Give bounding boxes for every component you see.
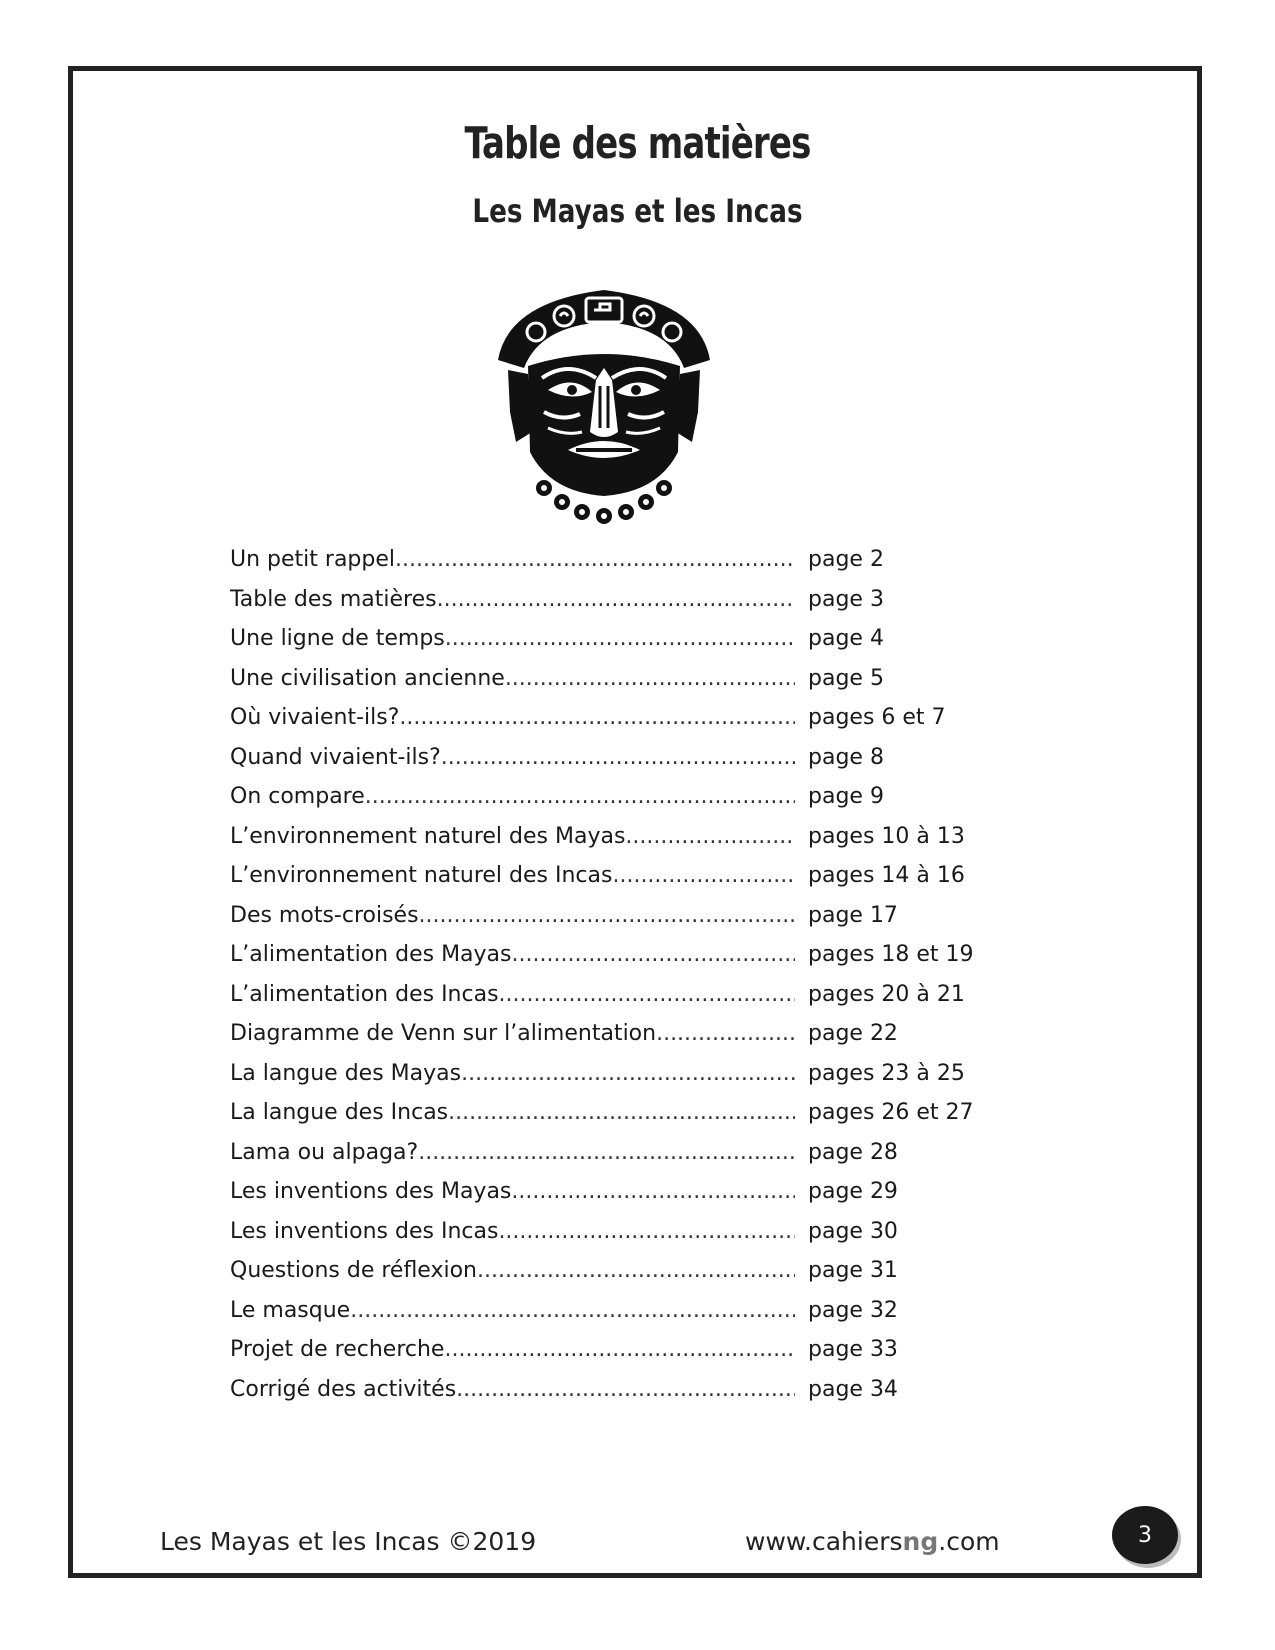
toc-entry-page: pages 6 et 7 — [808, 705, 946, 730]
toc-entry-title: L’environnement naturel des Mayas ..... — [230, 817, 795, 857]
toc-entry-title: L’alimentation des Incas ..... — [230, 975, 795, 1015]
toc-entry-title: Diagramme de Venn sur l’alimentation ..... — [230, 1014, 795, 1054]
toc-entry — [230, 540, 990, 580]
toc-entry — [230, 777, 990, 817]
toc-entry — [230, 698, 990, 738]
toc-entry-page: page 4 — [808, 626, 884, 651]
toc-entry-title: L’environnement naturel des Incas ..... — [230, 856, 795, 896]
toc-entry-title: Des mots-croisés ..... — [230, 896, 795, 936]
toc-entry-page: page 32 — [808, 1297, 898, 1323]
toc-entry-page: pages 26 et 27 — [808, 1100, 974, 1125]
toc-entry-title: Les inventions des Incas ..... — [230, 1212, 795, 1252]
toc-entry-page: pages 18 et 19 — [808, 942, 974, 967]
page-number-badge: 3 — [1112, 1506, 1178, 1564]
toc-entry — [230, 817, 990, 857]
maya-mask-icon — [488, 282, 720, 534]
toc-entry-title: La langue des Incas ..... — [230, 1093, 795, 1133]
toc-entry-page: page 3 — [808, 586, 884, 612]
toc-entry — [230, 975, 990, 1015]
toc-entry — [230, 856, 990, 896]
toc-entry — [230, 1251, 990, 1291]
page-title: Table des matières — [464, 118, 811, 169]
toc-entry-title: Corrigé des activités ..... — [230, 1370, 795, 1410]
toc-entry-page: page 8 — [808, 744, 884, 770]
table-of-contents — [230, 540, 990, 1409]
toc-entry-page: page 17 — [808, 902, 898, 928]
toc-entry — [230, 738, 990, 778]
toc-entry — [230, 935, 990, 975]
toc-entry-page: page 31 — [808, 1258, 898, 1283]
toc-entry — [230, 1172, 990, 1212]
toc-entry-title: Table des matières ..... — [230, 580, 795, 620]
toc-entry-title: Une civilisation ancienne ..... — [230, 659, 795, 699]
toc-entry — [230, 1291, 990, 1331]
toc-entry-page: page 2 — [808, 547, 884, 572]
toc-entry-page: page 5 — [808, 665, 884, 691]
footer-url-highlight: ng — [902, 1527, 939, 1556]
toc-entry — [230, 659, 990, 699]
footer-url-suffix: .com — [938, 1527, 1000, 1556]
toc-entry-title: Les inventions des Mayas ..... — [230, 1172, 795, 1212]
toc-entry-title: Quand vivaient-ils? ..... — [230, 738, 795, 778]
toc-entry-page: page 29 — [808, 1179, 898, 1204]
toc-entry-page: pages 10 à 13 — [808, 823, 965, 849]
toc-entry-title: Projet de recherche ..... — [230, 1330, 795, 1370]
toc-entry — [230, 580, 990, 620]
toc-entry-title: Questions de réflexion ..... — [230, 1251, 795, 1291]
toc-entry — [230, 1054, 990, 1094]
toc-entry-title: Où vivaient-ils? ..... — [230, 698, 795, 738]
footer-website-link[interactable] — [745, 1527, 1000, 1556]
footer-url-prefix: www.cahiers — [745, 1527, 903, 1556]
toc-entry — [230, 1093, 990, 1133]
toc-entry-title: La langue des Mayas ..... — [230, 1054, 795, 1094]
toc-entry-title: On compare ..... — [230, 777, 795, 817]
toc-entry — [230, 1370, 990, 1410]
toc-entry-page: pages 14 à 16 — [808, 863, 965, 888]
toc-entry — [230, 1133, 990, 1173]
toc-entry-page: pages 23 à 25 — [808, 1060, 965, 1086]
toc-entry-page: page 22 — [808, 1021, 898, 1046]
toc-entry-title: Lama ou alpaga? ..... — [230, 1133, 795, 1173]
toc-entry — [230, 619, 990, 659]
toc-entry-title: Un petit rappel ..... — [230, 540, 795, 580]
toc-entry — [230, 1330, 990, 1370]
toc-entry-title: L’alimentation des Mayas ..... — [230, 935, 795, 975]
toc-entry-page: page 30 — [808, 1218, 898, 1244]
page-subtitle: Les Mayas et les Incas — [472, 192, 803, 230]
toc-entry — [230, 896, 990, 936]
toc-entry-title: Le masque ..... — [230, 1291, 795, 1331]
toc-entry — [230, 1212, 990, 1252]
toc-entry-title: Une ligne de temps ..... — [230, 619, 795, 659]
toc-entry-page: page 33 — [808, 1337, 898, 1362]
footer-copyright: Les Mayas et les Incas ©2019 — [160, 1527, 537, 1556]
toc-entry-page: page 34 — [808, 1376, 898, 1402]
toc-entry — [230, 1014, 990, 1054]
toc-entry-page: page 9 — [808, 784, 884, 809]
toc-entry-page: pages 20 à 21 — [808, 981, 965, 1007]
toc-entry-page: page 28 — [808, 1139, 898, 1165]
